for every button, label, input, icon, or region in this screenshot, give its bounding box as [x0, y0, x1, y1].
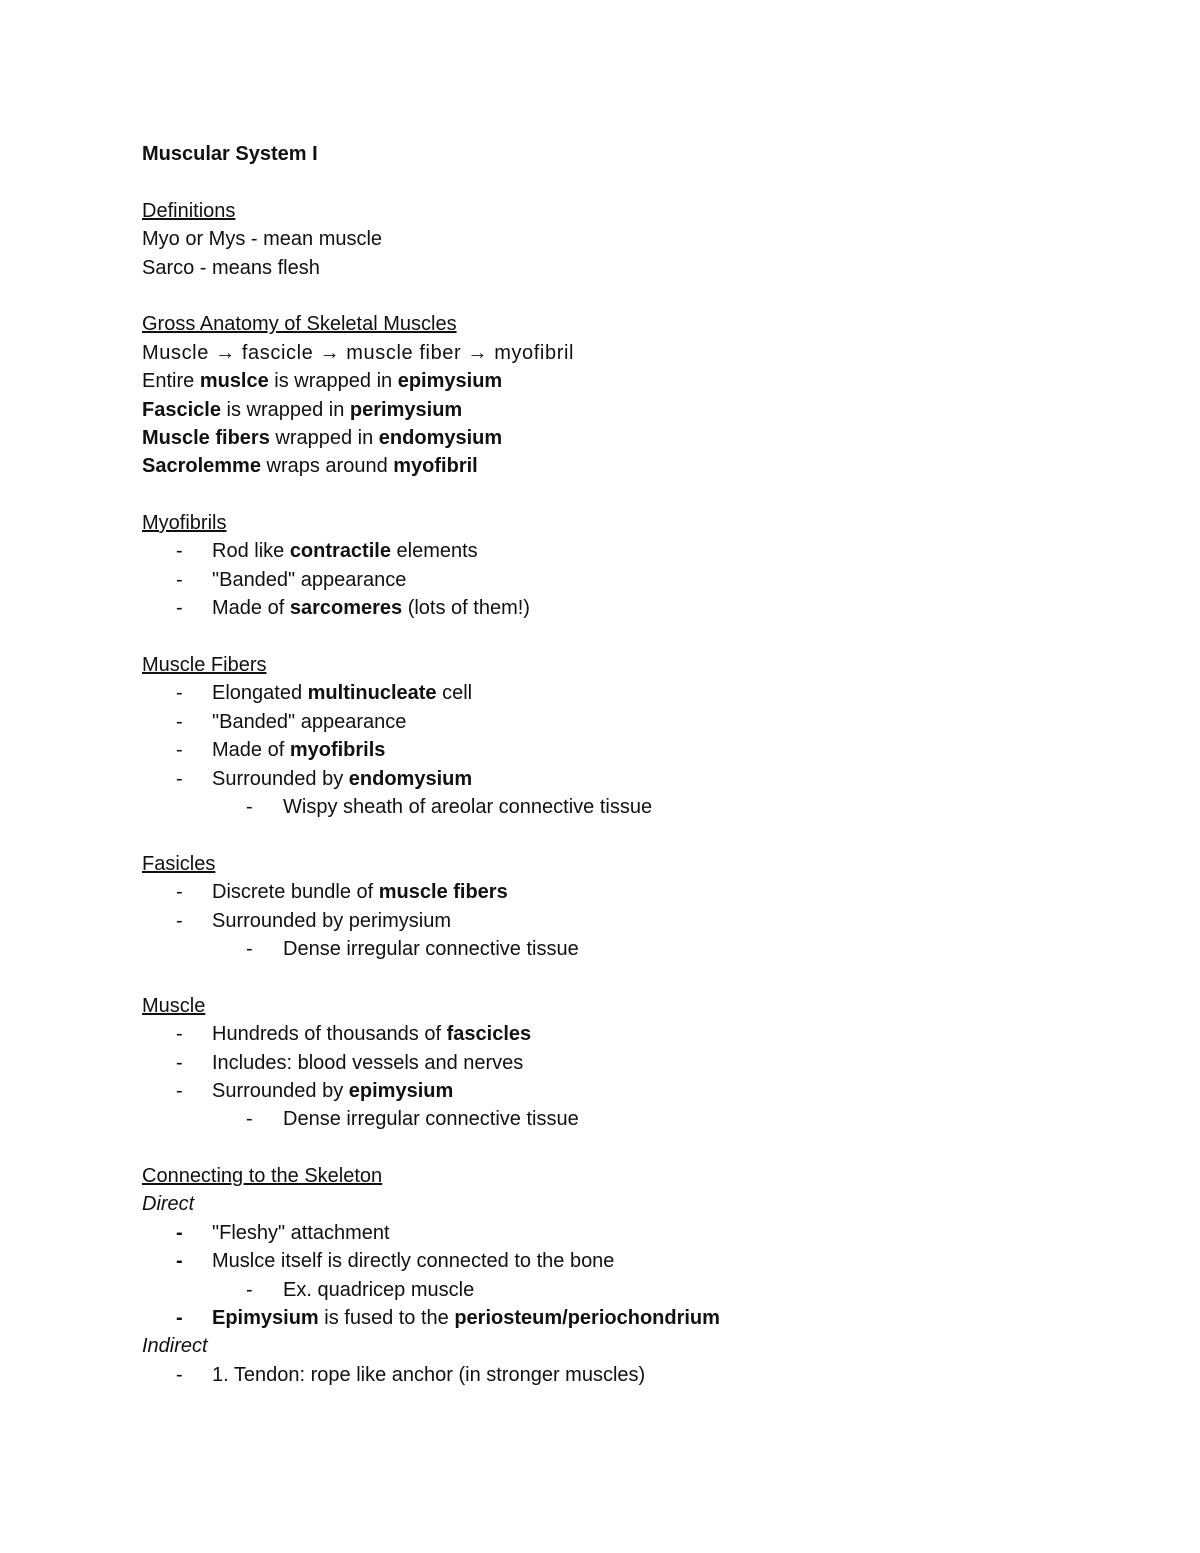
list-item: - "Banded" appearance: [176, 710, 407, 733]
fasicles-heading: Fasicles: [142, 852, 216, 875]
list-item: - Muslce itself is directly connected to the bone: [176, 1250, 615, 1273]
list-item: - Surrounded by epimysium: [176, 1079, 454, 1102]
definitions-heading: Definitions: [142, 199, 236, 222]
list-item: - Includes: blood vessels and nerves: [176, 1051, 524, 1074]
list-item: - Hundreds of thousands of fascicles: [176, 1023, 532, 1046]
gross-line-fascicle: Fascicle is wrapped in perimysium: [142, 398, 463, 421]
indirect-subheading: Indirect: [142, 1335, 208, 1358]
list-item: - Made of myofibrils: [176, 739, 386, 762]
list-item: - Elongated multinucleate cell: [176, 682, 473, 705]
muscle-heading: Muscle: [142, 994, 206, 1017]
page-title: Muscular System I: [142, 143, 318, 165]
list-item: - Dense irregular connective tissue: [246, 937, 579, 960]
definition-sarco: Sarco - means flesh: [142, 256, 320, 279]
list-item: - Ex. quadricep muscle: [246, 1278, 475, 1301]
list-item: - Made of sarcomeres (lots of them!): [176, 597, 530, 620]
list-item: - Wispy sheath of areolar connective tissue: [246, 795, 653, 818]
list-item: - 1. Tendon: rope like anchor (in stronger muscles): [176, 1363, 646, 1386]
document-page: [142, 140, 1102, 1389]
list-item: - Surrounded by perimysium: [176, 909, 451, 932]
direct-subheading: Direct: [142, 1193, 195, 1216]
connecting-skeleton-heading: Connecting to the Skeleton: [142, 1165, 383, 1188]
list-item: - Discrete bundle of muscle fibers: [176, 881, 508, 904]
list-item: - Rod like contractile elements: [176, 540, 478, 563]
list-item: - "Fleshy" attachment: [176, 1221, 390, 1244]
definition-myo: Myo or Mys - mean muscle: [142, 228, 383, 251]
gross-anatomy-heading: Gross Anatomy of Skeletal Muscles: [142, 313, 457, 336]
myofibrils-heading: Myofibrils: [142, 512, 227, 535]
hierarchy-chain: Muscle → fascicle → muscle fiber → myofibril: [142, 341, 575, 364]
list-item: - Epimysium is fused to the periosteum/periochondrium: [176, 1307, 720, 1330]
list-item: - Surrounded by endomysium: [176, 767, 473, 790]
list-item: - "Banded" appearance: [176, 568, 407, 591]
gross-line-muscle: Entire muslce is wrapped in epimysium: [142, 370, 503, 393]
muscle-fibers-heading: Muscle Fibers: [142, 654, 267, 677]
list-item: - Dense irregular connective tissue: [246, 1108, 579, 1131]
gross-line-sarcolemma: Sacrolemme wraps around myofibril: [142, 455, 478, 478]
gross-line-fibers: Muscle fibers wrapped in endomysium: [142, 426, 503, 449]
